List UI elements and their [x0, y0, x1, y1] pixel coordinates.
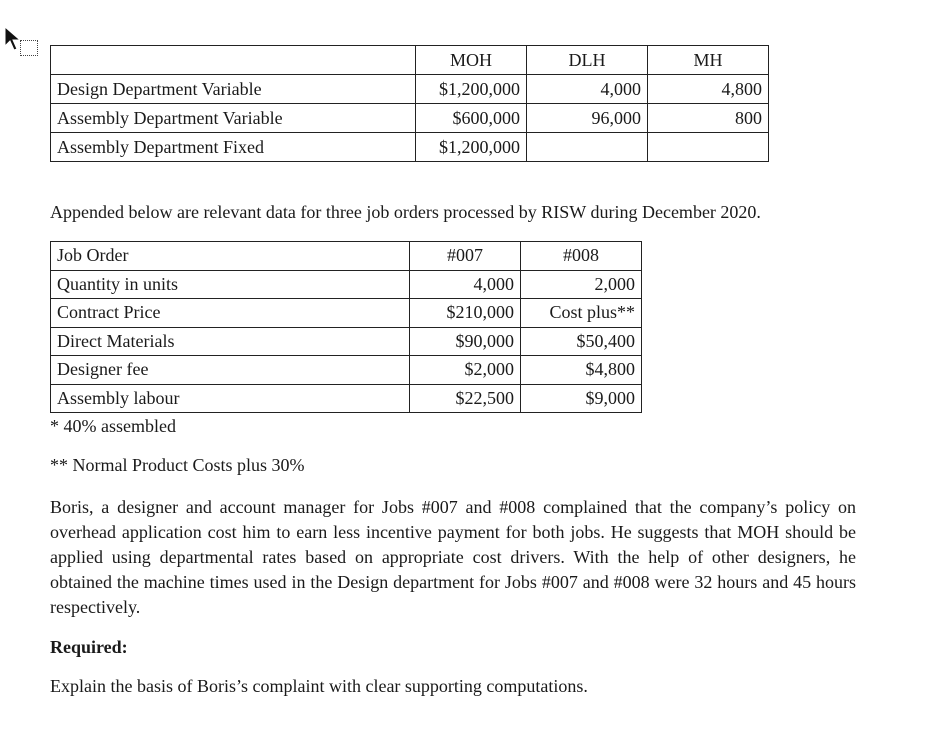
table-row	[51, 356, 642, 385]
table-cell: 2,000	[521, 270, 642, 299]
table-cell: Assembly labour	[51, 384, 410, 413]
table-cell: $22,500	[410, 384, 521, 413]
footnote-assembled: * 40% assembled	[50, 416, 176, 436]
table-cell: $90,000	[410, 327, 521, 356]
table-row	[51, 327, 642, 356]
table-cell: $1,200,000	[416, 133, 527, 162]
job-order-table	[50, 241, 642, 413]
intro-text: Appended below are relevant data for three job orders processed by RISW during December 2020.	[50, 202, 761, 222]
table-cell: 4,000	[527, 75, 648, 104]
table-cell: 96,000	[527, 104, 648, 133]
table-cell: Cost plus**	[521, 299, 642, 328]
table-header: #008	[521, 242, 642, 271]
table-cell	[51, 46, 416, 75]
table-cell	[527, 133, 648, 162]
footnote-cost-plus: ** Normal Product Costs plus 30%	[50, 455, 305, 475]
required-label: Required:	[50, 637, 128, 657]
required-text: Explain the basis of Boris’s complaint with clear supporting computations.	[50, 676, 588, 696]
table-cell: Quantity in units	[51, 270, 410, 299]
table-cell: $600,000	[416, 104, 527, 133]
table-cell: Contract Price	[51, 299, 410, 328]
table-cell: 4,000	[410, 270, 521, 299]
table-cell: $1,200,000	[416, 75, 527, 104]
table-row	[51, 104, 769, 133]
table-header: MH	[648, 46, 769, 75]
table-cell: $9,000	[521, 384, 642, 413]
table-cell: 4,800	[648, 75, 769, 104]
table-row	[51, 133, 769, 162]
table-header-row	[51, 46, 769, 75]
table-cell: Assembly Department Variable	[51, 104, 416, 133]
table-cell: $4,800	[521, 356, 642, 385]
table-cell: Designer fee	[51, 356, 410, 385]
selection-handle[interactable]	[20, 40, 38, 56]
table-row	[51, 270, 642, 299]
table-cell: $50,400	[521, 327, 642, 356]
table-row	[51, 75, 769, 104]
table-row	[51, 384, 642, 413]
table-row	[51, 242, 642, 271]
table-cell: Design Department Variable	[51, 75, 416, 104]
table-cell: Direct Materials	[51, 327, 410, 356]
complaint-paragraph: Boris, a designer and account manager for Jobs #007 and #008 complained that the company’s policy on overhead application cost him to earn less incentive payment for both jobs. He suggests that MOH should be applied using departmental rates based on appropriate cost drivers. With the help of other designers, he obtained the machine times used in the Design department for Jobs #007 and #008 were 32 hours and 45 hours respectively.	[50, 497, 856, 617]
table-cell: Job Order	[51, 242, 410, 271]
table-row	[51, 299, 642, 328]
table-header: MOH	[416, 46, 527, 75]
table-cell: Assembly Department Fixed	[51, 133, 416, 162]
table-header: #007	[410, 242, 521, 271]
table-cell	[648, 133, 769, 162]
table-cell: $210,000	[410, 299, 521, 328]
cost-table	[50, 45, 769, 162]
table-header: DLH	[527, 46, 648, 75]
table-cell: $2,000	[410, 356, 521, 385]
table-cell: 800	[648, 104, 769, 133]
